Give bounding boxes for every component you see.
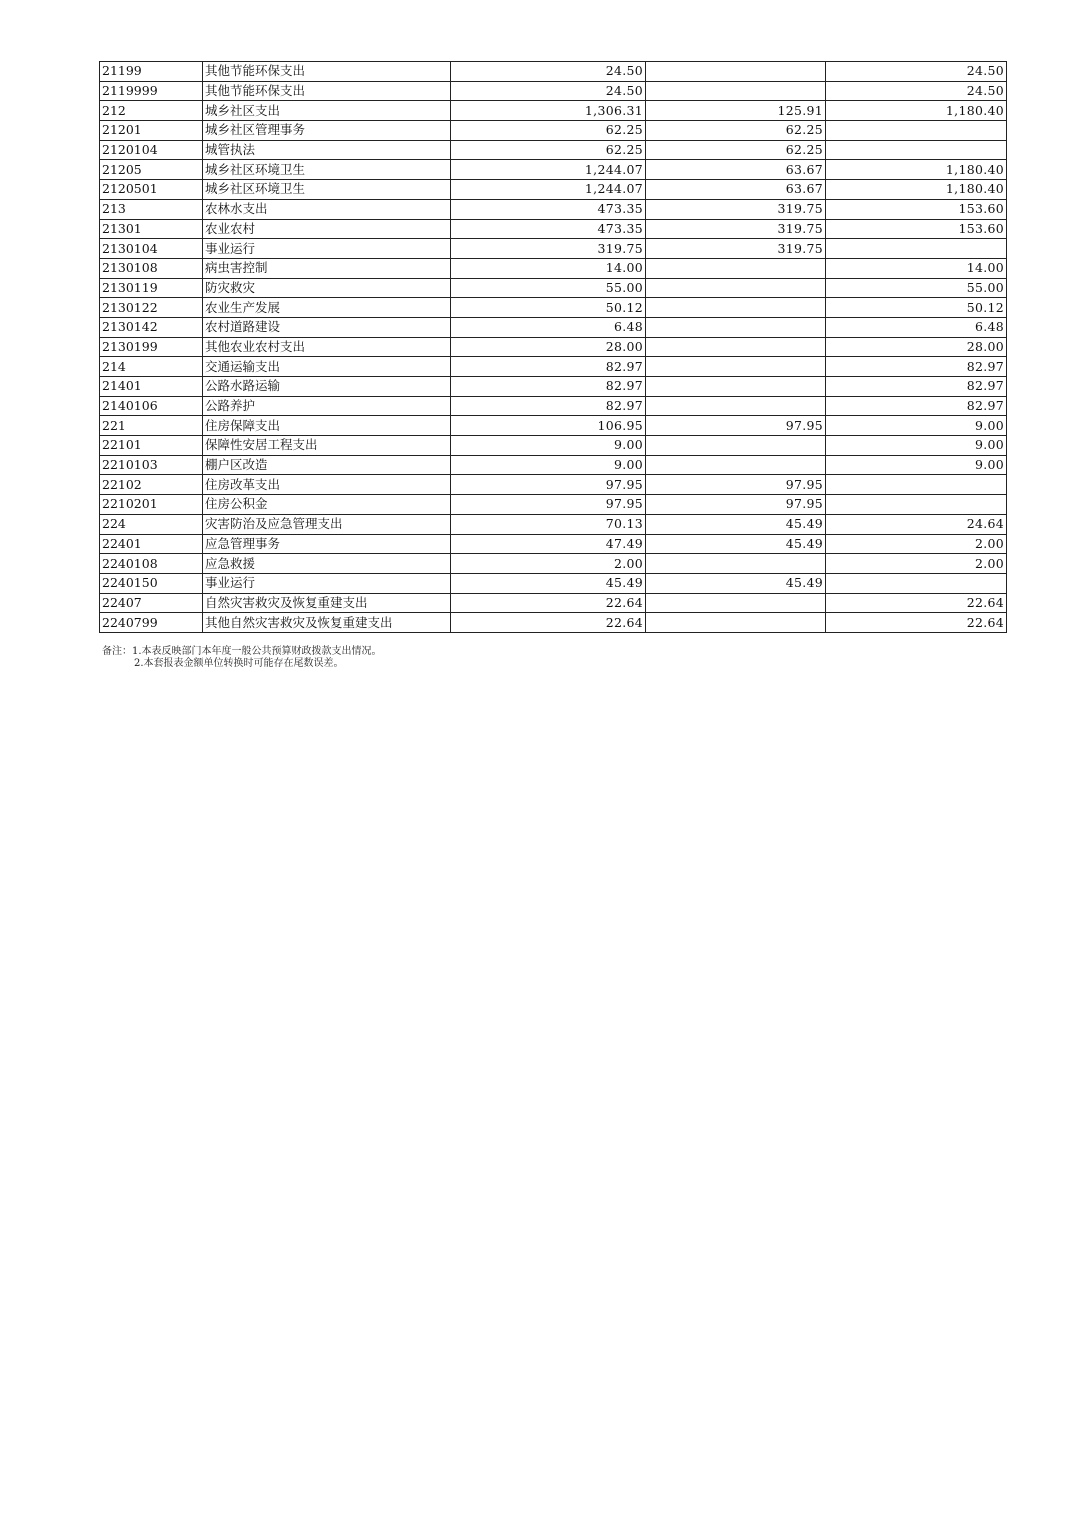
total-cell: 70.13 [451,514,646,534]
expenditure-table [99,61,1007,633]
basic-cell [646,317,826,337]
table-row [100,573,1007,593]
project-cell: 82.97 [826,377,1007,397]
basic-cell: 97.95 [646,475,826,495]
name-cell: 农业农村 [203,219,451,239]
name-cell: 农村道路建设 [203,317,451,337]
total-cell: 106.95 [451,416,646,436]
total-cell: 1,306.31 [451,101,646,121]
project-cell: 9.00 [826,416,1007,436]
basic-cell [646,337,826,357]
basic-cell [646,554,826,574]
total-cell: 9.00 [451,455,646,475]
code-cell: 21199 [100,62,203,82]
total-cell: 82.97 [451,396,646,416]
total-cell: 45.49 [451,573,646,593]
total-cell: 82.97 [451,357,646,377]
basic-cell [646,613,826,633]
name-cell: 城乡社区环境卫生 [203,160,451,180]
table-row [100,62,1007,82]
code-cell: 2130199 [100,337,203,357]
total-cell: 97.95 [451,475,646,495]
project-cell: 2.00 [826,534,1007,554]
basic-cell [646,455,826,475]
name-cell: 城乡社区管理事务 [203,121,451,141]
project-cell: 6.48 [826,317,1007,337]
table-row [100,593,1007,613]
basic-cell [646,81,826,101]
total-cell: 6.48 [451,317,646,337]
code-cell: 2140106 [100,396,203,416]
project-cell: 22.64 [826,593,1007,613]
table-row [100,317,1007,337]
code-cell: 221 [100,416,203,436]
project-cell: 82.97 [826,396,1007,416]
table-row [100,514,1007,534]
table-row [100,495,1007,515]
table-row [100,239,1007,259]
code-cell: 213 [100,199,203,219]
code-cell: 2130122 [100,298,203,318]
total-cell: 50.12 [451,298,646,318]
name-cell: 灾害防治及应急管理支出 [203,514,451,534]
name-cell: 其他节能环保支出 [203,62,451,82]
total-cell: 473.35 [451,199,646,219]
name-cell: 事业运行 [203,239,451,259]
table-body [100,62,1007,633]
table-row [100,140,1007,160]
total-cell: 24.50 [451,81,646,101]
name-cell: 其他自然灾害救灾及恢复重建支出 [203,613,451,633]
total-cell: 473.35 [451,219,646,239]
basic-cell: 45.49 [646,534,826,554]
code-cell: 2130108 [100,258,203,278]
basic-cell: 319.75 [646,219,826,239]
basic-cell: 62.25 [646,140,826,160]
table-row [100,475,1007,495]
project-cell [826,495,1007,515]
basic-cell: 319.75 [646,199,826,219]
total-cell: 9.00 [451,436,646,456]
table-row [100,377,1007,397]
project-cell: 9.00 [826,436,1007,456]
name-cell: 公路水路运输 [203,377,451,397]
project-cell: 22.64 [826,613,1007,633]
table-notes [102,646,382,670]
budget-sheet [99,61,1002,633]
name-cell: 其他农业农村支出 [203,337,451,357]
table-row [100,554,1007,574]
basic-cell [646,436,826,456]
total-cell: 24.50 [451,62,646,82]
total-cell: 319.75 [451,239,646,259]
name-cell: 城乡社区支出 [203,101,451,121]
note-line-1: 备注：1.本表反映部门本年度一般公共预算财政拨款支出情况。 [102,646,382,657]
code-cell: 2120104 [100,140,203,160]
total-cell: 22.64 [451,593,646,613]
code-cell: 22401 [100,534,203,554]
table-row [100,121,1007,141]
project-cell: 153.60 [826,219,1007,239]
basic-cell [646,258,826,278]
table-row [100,180,1007,200]
basic-cell [646,396,826,416]
table-row [100,81,1007,101]
table-row [100,337,1007,357]
table-row [100,199,1007,219]
project-cell: 28.00 [826,337,1007,357]
total-cell: 2.00 [451,554,646,574]
basic-cell: 97.95 [646,416,826,436]
basic-cell [646,298,826,318]
name-cell: 事业运行 [203,573,451,593]
basic-cell [646,357,826,377]
project-cell: 24.64 [826,514,1007,534]
project-cell: 82.97 [826,357,1007,377]
total-cell: 1,244.07 [451,160,646,180]
total-cell: 55.00 [451,278,646,298]
code-cell: 224 [100,514,203,534]
project-cell [826,121,1007,141]
table-row [100,258,1007,278]
table-row [100,396,1007,416]
code-cell: 22407 [100,593,203,613]
total-cell: 62.25 [451,140,646,160]
note-line-2: 2.本套报表金额单位转换时可能存在尾数误差。 [134,658,344,669]
name-cell: 住房保障支出 [203,416,451,436]
table-row [100,298,1007,318]
total-cell: 62.25 [451,121,646,141]
name-cell: 应急管理事务 [203,534,451,554]
code-cell: 22101 [100,436,203,456]
code-cell: 2119999 [100,81,203,101]
name-cell: 交通运输支出 [203,357,451,377]
code-cell: 21401 [100,377,203,397]
total-cell: 97.95 [451,495,646,515]
code-cell: 21201 [100,121,203,141]
table-row [100,613,1007,633]
total-cell: 1,244.07 [451,180,646,200]
basic-cell: 63.67 [646,160,826,180]
name-cell: 病虫害控制 [203,258,451,278]
basic-cell: 125.91 [646,101,826,121]
table-row [100,455,1007,475]
basic-cell: 97.95 [646,495,826,515]
table-row [100,357,1007,377]
name-cell: 住房公积金 [203,495,451,515]
code-cell: 22102 [100,475,203,495]
code-cell: 2240799 [100,613,203,633]
code-cell: 2210201 [100,495,203,515]
basic-cell: 63.67 [646,180,826,200]
name-cell: 农业生产发展 [203,298,451,318]
name-cell: 农林水支出 [203,199,451,219]
basic-cell [646,377,826,397]
project-cell: 9.00 [826,455,1007,475]
project-cell: 14.00 [826,258,1007,278]
code-cell: 214 [100,357,203,377]
project-cell [826,573,1007,593]
name-cell: 城乡社区环境卫生 [203,180,451,200]
table-row [100,416,1007,436]
code-cell: 2130104 [100,239,203,259]
name-cell: 棚户区改造 [203,455,451,475]
code-cell: 2240150 [100,573,203,593]
total-cell: 82.97 [451,377,646,397]
project-cell: 1,180.40 [826,160,1007,180]
basic-cell [646,593,826,613]
basic-cell: 45.49 [646,514,826,534]
total-cell: 22.64 [451,613,646,633]
name-cell: 应急救援 [203,554,451,574]
code-cell: 2120501 [100,180,203,200]
project-cell [826,140,1007,160]
name-cell: 其他节能环保支出 [203,81,451,101]
basic-cell [646,62,826,82]
project-cell: 2.00 [826,554,1007,574]
name-cell: 保障性安居工程支出 [203,436,451,456]
table-row [100,160,1007,180]
total-cell: 28.00 [451,337,646,357]
project-cell: 24.50 [826,81,1007,101]
name-cell: 防灾救灾 [203,278,451,298]
project-cell [826,475,1007,495]
name-cell: 住房改革支出 [203,475,451,495]
project-cell: 153.60 [826,199,1007,219]
table-row [100,534,1007,554]
project-cell [826,239,1007,259]
project-cell: 24.50 [826,62,1007,82]
code-cell: 2130119 [100,278,203,298]
name-cell: 自然灾害救灾及恢复重建支出 [203,593,451,613]
table-row [100,436,1007,456]
total-cell: 14.00 [451,258,646,278]
code-cell: 2240108 [100,554,203,574]
table-row [100,219,1007,239]
name-cell: 城管执法 [203,140,451,160]
table-row [100,278,1007,298]
project-cell: 50.12 [826,298,1007,318]
project-cell: 1,180.40 [826,180,1007,200]
code-cell: 21205 [100,160,203,180]
project-cell: 1,180.40 [826,101,1007,121]
code-cell: 212 [100,101,203,121]
total-cell: 47.49 [451,534,646,554]
basic-cell: 319.75 [646,239,826,259]
table-row [100,101,1007,121]
name-cell: 公路养护 [203,396,451,416]
code-cell: 21301 [100,219,203,239]
basic-cell [646,278,826,298]
basic-cell: 45.49 [646,573,826,593]
code-cell: 2130142 [100,317,203,337]
code-cell: 2210103 [100,455,203,475]
basic-cell: 62.25 [646,121,826,141]
project-cell: 55.00 [826,278,1007,298]
